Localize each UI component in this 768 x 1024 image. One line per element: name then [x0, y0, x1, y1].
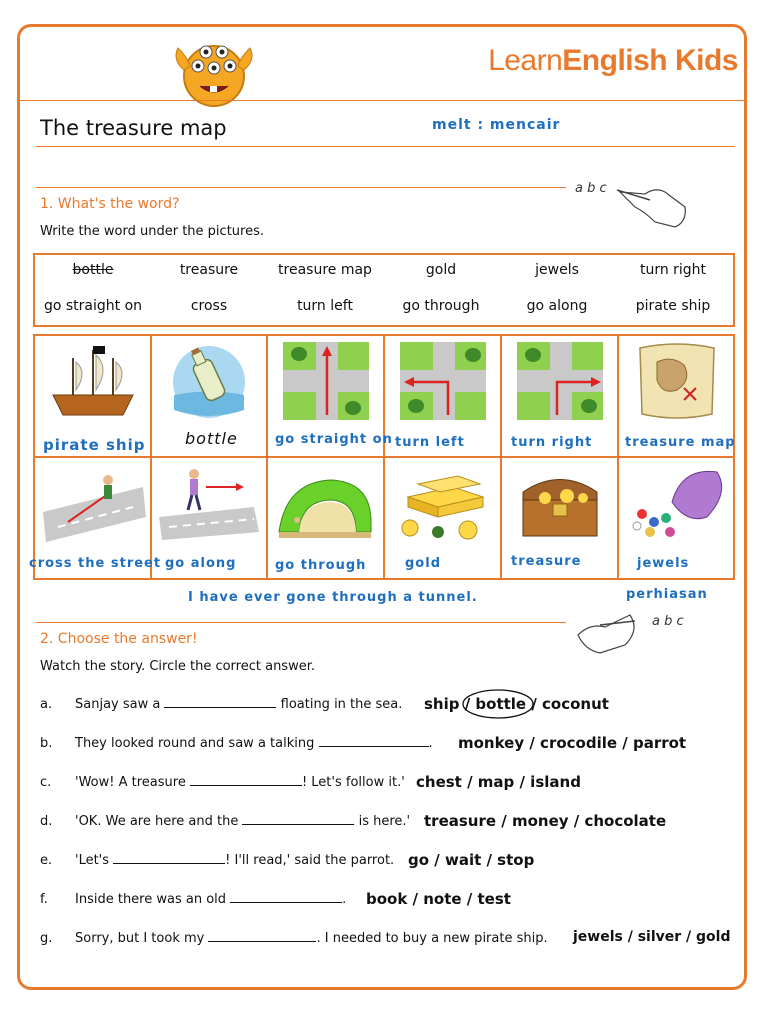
answer-circle — [460, 687, 536, 721]
jewels-bag-icon — [622, 462, 732, 544]
go-straight-on-icon — [271, 340, 381, 422]
tunnel-icon — [271, 462, 381, 544]
answer-treasure: treasure — [511, 554, 582, 569]
word-turn-left: turn left — [297, 298, 353, 314]
monster-mascot-icon — [170, 30, 256, 110]
word-jewels: jewels — [535, 262, 579, 278]
answer-pirate-ship: pirate ship — [43, 436, 146, 454]
answer-treasure-map: treasure map — [625, 435, 736, 450]
section1-title: 1. What's the word? — [40, 196, 180, 212]
answer-go-along: go along — [165, 556, 237, 571]
section2-title: 2. Choose the answer! — [40, 631, 198, 647]
word-pirate-ship: pirate ship — [635, 298, 711, 314]
answer-go-straight-on: go straight on — [275, 432, 393, 447]
word-treasure: treasure — [179, 262, 239, 278]
options-c[interactable]: chest / map / island — [416, 773, 581, 791]
answer-cross-the-street: cross the street — [29, 556, 162, 571]
writing-hand-icon — [615, 172, 690, 232]
treasure-chest-icon — [505, 462, 615, 544]
answer-gold: gold — [405, 556, 441, 571]
abc-label-2: a b c — [652, 614, 684, 629]
cross-street-icon — [38, 462, 148, 544]
answer-jewels: jewels — [637, 556, 690, 571]
treasure-map-icon — [622, 340, 732, 422]
section2-instruction: Watch the story. Circle the correct answer. — [40, 659, 315, 674]
word-bank — [33, 253, 735, 327]
section1-instruction: Write the word under the pictures. — [40, 224, 264, 239]
handwritten-sentence: I have ever gone through a tunnel. — [188, 590, 478, 605]
pirate-ship-icon — [38, 340, 148, 422]
note-melt: melt : mencair — [432, 117, 561, 133]
word-go-straight-on: go straight on — [43, 298, 143, 314]
word-cross: cross — [190, 298, 228, 314]
turn-right-icon — [505, 340, 615, 422]
word-turn-right: turn right — [639, 262, 707, 278]
options-g[interactable]: jewels / silver / gold — [573, 929, 731, 945]
abc-label: a b c — [575, 181, 607, 196]
word-bottle: bottle — [72, 262, 114, 278]
writing-hand-icon-2 — [570, 605, 650, 660]
word-go-along: go along — [526, 298, 588, 314]
answer-go-through: go through — [275, 558, 367, 573]
answer-bottle: bottle — [185, 429, 238, 448]
options-b[interactable]: monkey / crocodile / parrot — [458, 734, 687, 752]
answer-turn-left: turn left — [395, 435, 465, 450]
answer-turn-right: turn right — [511, 435, 593, 450]
word-go-through: go through — [402, 298, 480, 314]
options-f[interactable]: book / note / test — [366, 890, 511, 908]
section2-rule — [36, 622, 566, 623]
go-along-icon — [154, 462, 264, 544]
gold-bars-icon — [388, 462, 498, 544]
bottle-icon — [154, 340, 264, 422]
section1-rule — [36, 187, 566, 188]
word-treasure-map: treasure map — [278, 262, 372, 278]
options-a[interactable]: ship / bottle / coconut — [424, 695, 609, 713]
options-d[interactable]: treasure / money / chocolate — [424, 812, 667, 830]
header-divider — [20, 100, 744, 101]
options-e[interactable]: go / wait / stop — [408, 851, 535, 869]
title-underline — [36, 146, 735, 147]
note-perhiasan: perhiasan — [626, 587, 708, 602]
word-gold: gold — [425, 262, 457, 278]
picture-grid — [29, 334, 736, 580]
turn-left-icon — [388, 340, 498, 422]
brand-logo: LearnEnglish Kids — [488, 44, 738, 77]
page-title: The treasure map — [40, 116, 227, 140]
